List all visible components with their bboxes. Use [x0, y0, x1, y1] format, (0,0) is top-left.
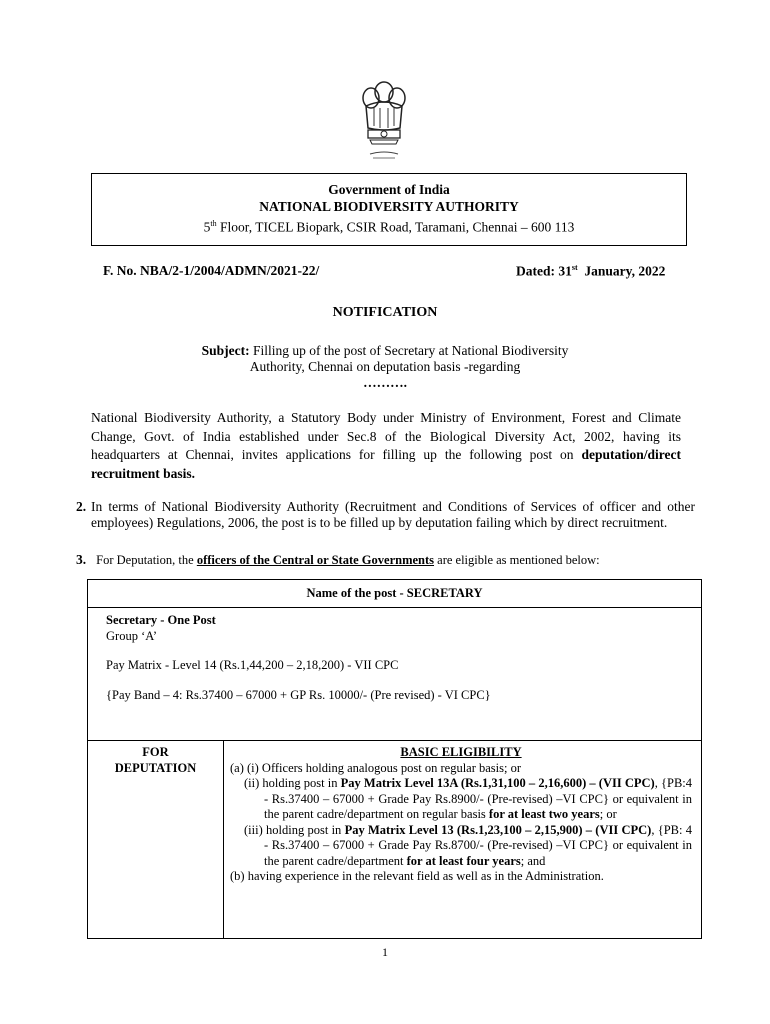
national-emblem-icon	[356, 78, 412, 164]
subject-text-2: Authority, Chennai on deputation basis -regarding	[249, 359, 521, 374]
eligibility-b: (b) having experience in the relevant field as well as in the Administration.	[230, 869, 604, 883]
pay-matrix: Pay Matrix - Level 14 (Rs.1,44,200 – 2,18,200) - VII CPC	[106, 658, 399, 672]
post-info	[106, 613, 491, 703]
intro-bold: deputation/direct recruitment basis.	[91, 447, 681, 481]
subject-dots: ……….	[363, 375, 407, 390]
pay-band: {Pay Band – 4: Rs.37400 – 67000 + GP Rs. 10000/- (Pre revised) - VI CPC}	[106, 687, 491, 702]
table-title: Name of the post - SECRETARY	[306, 586, 483, 600]
intro-text: National Biodiversity Authority, a Statutory Body under Ministry of Environment, Forest and Climate Change, Govt. of India established under Sec.8 of the Biological Diversity Act, 2002, having its headquarters at Chennai, invites applications for filling up the following post on	[91, 410, 681, 462]
eligibility-a-iii: (iii) holding post in Pay Matrix Level 13 (Rs.1,23,100 – 2,15,900) – (VII CPC), {PB: 4 - Rs.37400 – 67000 + Grade Pay Rs.8700/- (Pre-revised) –VI CPC} or equivalent in the parent cadre/department for at least four years; and	[244, 822, 693, 868]
post-name: Secretary - One Post	[106, 613, 216, 627]
header-line-1: Government of India	[328, 182, 450, 197]
item-3-underlined: officers of the Central or State Governments	[196, 553, 435, 567]
header-line-2: NATIONAL BIODIVERSITY AUTHORITY	[259, 199, 519, 214]
post-group: Group ‘A’	[106, 628, 158, 643]
basic-eligibility	[230, 745, 692, 885]
item-3: 3. For Deputation, the officers of the Central or State Governments are eligible as mentioned below:	[76, 552, 600, 567]
eligibility-title: BASIC ELIGIBILITY	[400, 745, 522, 759]
date: Dated: 31st January, 2022	[516, 263, 666, 279]
item-2-text: In terms of National Biodiversity Authority (Recruitment and Conditions of Services of officer and other employees) Regulations, 2006, the post is to be filled up by deputation failing which by direct recruitment.	[91, 499, 695, 530]
subject-text-1: Filling up of the post of Secretary at National Biodiversity	[249, 343, 569, 358]
eligibility-table	[87, 579, 702, 939]
file-number: F. No. NBA/2-1/2004/ADMN/2021-22/	[103, 263, 320, 278]
item-2-number: 2.	[76, 499, 87, 514]
subject-label: Subject:	[201, 343, 250, 358]
subject	[160, 343, 610, 391]
eligibility-a-i: (a) (i) Officers holding analogous post on regular basis; or	[230, 760, 522, 775]
header-address: 5th Floor, TICEL Biopark, CSIR Road, Taramani, Chennai – 600 113	[203, 219, 575, 235]
page-number: 1	[382, 945, 388, 959]
eligibility-a-ii: (ii) holding post in Pay Matrix Level 13A (Rs.1,31,100 – 2,16,600) – (VII CPC), {PB:4 - Rs.37400 – 67000 + Grade Pay Rs.8900/- (Pre-revised) –VI CPC} or equivalent in the parent cadre/department on regular basis for at least two years; or	[244, 776, 693, 821]
intro-paragraph	[91, 409, 681, 483]
for-deputation-label: FOR DEPUTATION	[114, 745, 197, 775]
header-box	[91, 173, 687, 246]
item-2	[76, 499, 695, 531]
notification-heading: NOTIFICATION	[332, 305, 438, 320]
item-3-number: 3.	[76, 552, 87, 567]
